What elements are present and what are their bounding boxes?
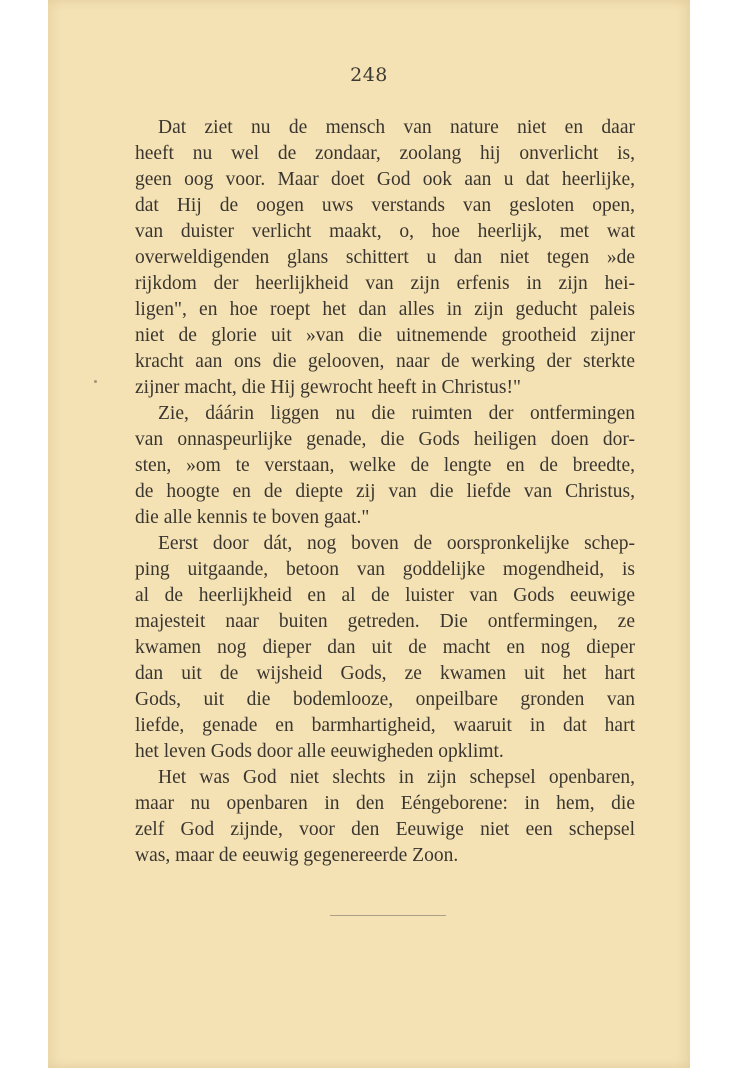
paragraph-1 bbox=[135, 115, 635, 401]
text-line: Zie, dáárin liggen nu die ruimten der ontfermingen bbox=[158, 403, 635, 424]
text-line: Het was God niet slechts in zijn schepsel openbaren, bbox=[158, 767, 635, 788]
text-line: zijner macht, die Hij gewrocht heeft in Christus!" bbox=[135, 377, 521, 398]
text-line: rijkdom der heerlijkheid van zijn erfenis in zijn hei- bbox=[135, 273, 635, 294]
text-line: Eerst door dát, nog boven de oorspronkelijke schep- bbox=[158, 533, 635, 554]
paragraph-4 bbox=[135, 765, 635, 869]
text-line: zelf God zijnde, voor den Eeuwige niet een schepsel bbox=[135, 819, 635, 840]
text-line: Gods, uit die bodemlooze, onpeilbare gronden van bbox=[135, 689, 635, 710]
paragraph-2 bbox=[135, 401, 635, 531]
paper-speck bbox=[94, 380, 97, 383]
paragraph-3 bbox=[135, 531, 635, 765]
text-line: liefde, genade en barmhartigheid, waaruit in dat hart bbox=[135, 715, 635, 736]
text-line: van duister verlicht maakt, o, hoe heerlijk, met wat bbox=[135, 221, 635, 242]
page-number: 248 bbox=[350, 64, 388, 86]
text-line: de hoogte en de diepte zij van die liefde van Christus, bbox=[135, 481, 635, 502]
text-line: al de heerlijkheid en al de luister van Gods eeuwige bbox=[135, 585, 635, 606]
text-line: kwamen nog dieper dan uit de macht en nog dieper bbox=[135, 637, 635, 658]
text-line: Dat ziet nu de mensch van nature niet en daar bbox=[158, 117, 635, 138]
text-line: ping uitgaande, betoon van goddelijke mogendheid, is bbox=[135, 559, 635, 580]
text-line: niet de glorie uit »van die uitnemende grootheid zijner bbox=[135, 325, 635, 346]
body-text bbox=[135, 115, 635, 869]
book-page bbox=[48, 0, 690, 1068]
text-line: die alle kennis te boven gaat." bbox=[135, 507, 370, 528]
text-line: sten, »om te verstaan, welke de lengte en de breedte, bbox=[135, 455, 635, 476]
text-line: majesteit naar buiten getreden. Die ontfermingen, ze bbox=[135, 611, 635, 632]
page-margin bbox=[690, 0, 738, 1068]
text-line: dan uit de wijsheid Gods, ze kwamen uit het hart bbox=[135, 663, 635, 684]
text-line: heeft nu wel de zondaar, zoolang hij onverlicht is, bbox=[135, 143, 635, 164]
text-line: kracht aan ons die gelooven, naar de werking der sterkte bbox=[135, 351, 635, 372]
text-line: maar nu openbaren in den Eéngeborene: in hem, die bbox=[135, 793, 635, 814]
text-line: ligen", en hoe roept het dan alles in zijn geducht paleis bbox=[135, 299, 635, 320]
text-line: van onnaspeurlijke genade, die Gods heiligen doen dor- bbox=[135, 429, 635, 450]
text-line: was, maar de eeuwig gegenereerde Zoon. bbox=[135, 845, 459, 866]
end-divider bbox=[330, 915, 446, 918]
text-line: overweldigenden glans schittert u dan niet tegen »de bbox=[135, 247, 635, 268]
text-line: het leven Gods door alle eeuwigheden opklimt. bbox=[135, 741, 504, 762]
text-line: dat Hij de oogen uws verstands van gesloten open, bbox=[135, 195, 635, 216]
text-line: geen oog voor. Maar doet God ook aan u dat heerlijke, bbox=[135, 169, 635, 190]
